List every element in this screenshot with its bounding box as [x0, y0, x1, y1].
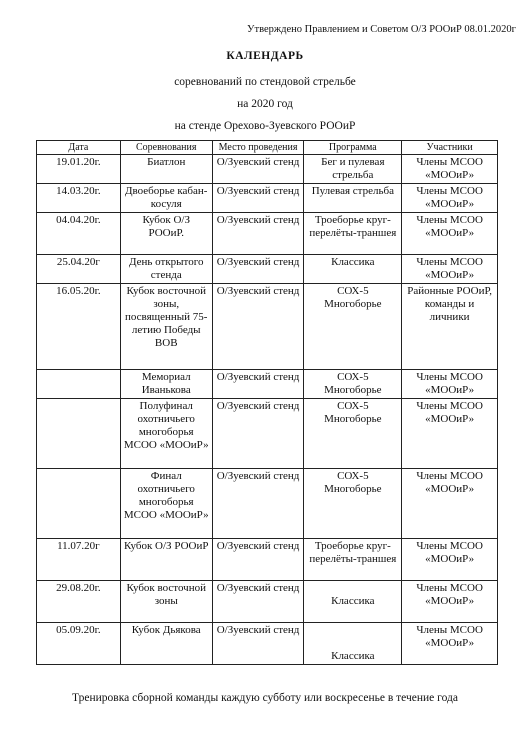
- cell-event: Кубок О/З РООиР.: [120, 213, 212, 255]
- cell-place: О/Зуевский стенд: [212, 184, 304, 213]
- cell-participants: Члены МСОО «МООиР»: [402, 184, 498, 213]
- column-header-participants: Участники: [402, 141, 498, 155]
- cell-participants: Районные РООиР, команды и личники: [402, 284, 498, 370]
- cell-event: Полуфинал охотничьего многоборья МСОО «МООиР»: [120, 399, 212, 469]
- cell-event: Финал охотничьего многоборья МСОО «МООиР»: [120, 469, 212, 539]
- table-header-row: [37, 141, 498, 155]
- cell-date: 04.04.20г.: [37, 213, 121, 255]
- cell-program: Классика: [304, 581, 402, 623]
- cell-participants: Члены МСОО «МООиР»: [402, 155, 498, 184]
- cell-program: Бег и пулевая стрельба: [304, 155, 402, 184]
- cell-participants: Члены МСОО «МООиР»: [402, 469, 498, 539]
- cell-place: О/Зуевский стенд: [212, 370, 304, 399]
- table-row: [37, 581, 498, 623]
- column-header-date: Дата: [37, 141, 121, 155]
- cell-program: Классика: [304, 255, 402, 284]
- document-subtitle-1: соревнований по стендовой стрельбе: [174, 76, 356, 88]
- cell-date: [37, 469, 121, 539]
- cell-date: 25.04.20г: [37, 255, 121, 284]
- cell-date: [37, 399, 121, 469]
- table-row: [37, 155, 498, 184]
- cell-program: СОХ-5 Многоборье: [304, 284, 402, 370]
- cell-event: Кубок восточной зоны, посвященный 75-летию Победы ВОВ: [120, 284, 212, 370]
- cell-event: Биатлон: [120, 155, 212, 184]
- cell-participants: Члены МСОО «МООиР»: [402, 399, 498, 469]
- training-note: Тренировка сборной команды каждую субботу или воскресенье в течение года: [72, 692, 458, 704]
- table-row: [37, 399, 498, 469]
- cell-program: Пулевая стрельба: [304, 184, 402, 213]
- cell-event: Кубок Дьякова: [120, 623, 212, 665]
- cell-date: 29.08.20г.: [37, 581, 121, 623]
- column-header-place: Место проведения: [212, 141, 304, 155]
- table-row: [37, 370, 498, 399]
- document-title: КАЛЕНДАРЬ: [226, 50, 304, 62]
- cell-place: О/Зуевский стенд: [212, 581, 304, 623]
- document-subtitle-2: на 2020 год: [237, 98, 293, 110]
- cell-place: О/Зуевский стенд: [212, 155, 304, 184]
- approval-note: Утверждено Правлением и Советом О/З РООиР 08.01.2020г: [247, 24, 516, 35]
- cell-program: Классика: [304, 623, 402, 665]
- cell-participants: Члены МСОО «МООиР»: [402, 213, 498, 255]
- cell-participants: Члены МСОО «МООиР»: [402, 581, 498, 623]
- document-subtitle-3: на стенде Орехово-Зуевского РООиР: [174, 120, 356, 132]
- cell-participants: Члены МСОО «МООиР»: [402, 539, 498, 581]
- cell-program: Троеборье круг-перелёты-траншея: [304, 539, 402, 581]
- cell-event: Двоеборье кабан-косуля: [120, 184, 212, 213]
- cell-date: 19.01.20г.: [37, 155, 121, 184]
- table-row: [37, 623, 498, 665]
- table-row: [37, 539, 498, 581]
- cell-place: О/Зуевский стенд: [212, 213, 304, 255]
- cell-place: О/Зуевский стенд: [212, 469, 304, 539]
- cell-place: О/Зуевский стенд: [212, 284, 304, 370]
- cell-date: 05.09.20г.: [37, 623, 121, 665]
- cell-place: О/Зуевский стенд: [212, 255, 304, 284]
- cell-program: СОХ-5 Многоборье: [304, 399, 402, 469]
- table-row: [37, 255, 498, 284]
- table-row: [37, 184, 498, 213]
- cell-program: СОХ-5 Многоборье: [304, 469, 402, 539]
- cell-place: О/Зуевский стенд: [212, 623, 304, 665]
- cell-date: 16.05.20г.: [37, 284, 121, 370]
- cell-place: О/Зуевский стенд: [212, 539, 304, 581]
- column-header-program: Программа: [304, 141, 402, 155]
- cell-date: 11.07.20г: [37, 539, 121, 581]
- cell-event: Мемориал Иванькова: [120, 370, 212, 399]
- calendar-table: [36, 140, 498, 665]
- cell-program: СОХ-5 Многоборье: [304, 370, 402, 399]
- cell-participants: Члены МСОО «МООиР»: [402, 370, 498, 399]
- table-row: [37, 284, 498, 370]
- cell-participants: Члены МСОО «МООиР»: [402, 623, 498, 665]
- cell-date: [37, 370, 121, 399]
- table-row: [37, 469, 498, 539]
- cell-participants: Члены МСОО «МООиР»: [402, 255, 498, 284]
- cell-event: День открытого стенда: [120, 255, 212, 284]
- column-header-event: Соревнования: [120, 141, 212, 155]
- cell-place: О/Зуевский стенд: [212, 399, 304, 469]
- cell-event: Кубок восточной зоны: [120, 581, 212, 623]
- cell-program: Троеборье круг-перелёты-траншея: [304, 213, 402, 255]
- table-row: [37, 213, 498, 255]
- cell-date: 14.03.20г.: [37, 184, 121, 213]
- cell-event: Кубок О/З РООиР: [120, 539, 212, 581]
